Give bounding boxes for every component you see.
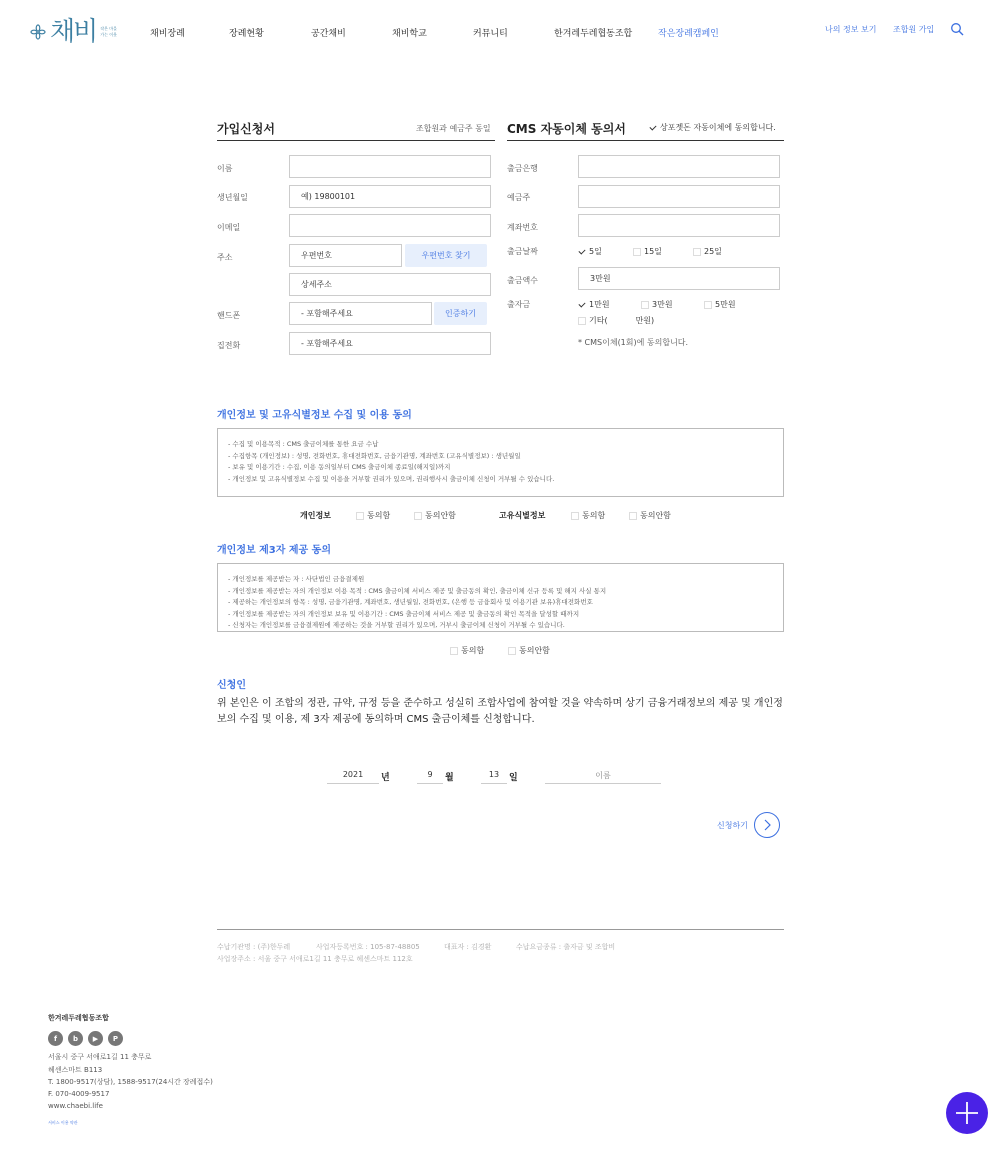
other-amount-input[interactable]	[608, 320, 636, 321]
plus-icon	[955, 1101, 979, 1125]
date-option-25[interactable]	[693, 246, 722, 257]
date-option-label: 5일	[589, 247, 602, 256]
account-input[interactable]	[578, 214, 780, 237]
unique-disagree-checkbox[interactable]	[629, 510, 671, 521]
checkbox-icon	[578, 317, 586, 325]
third-party-line: - 개인정보를 제공받는 자의 개인정보 보유 및 이용기간 : CMS 출금이체 서비스 제공 및 출금동의 확인 목적을 달성할 때까지	[228, 609, 580, 618]
flower-logo-icon	[30, 24, 46, 40]
footer-tel: T. 1800-9517(상담), 1588-9517(24시간 장례접수)	[48, 1078, 213, 1086]
privacy-line: - 보유 및 이용기간 : 수집, 이용 동의일부터 CMS 출금이체 종료일(해지일)까지	[228, 463, 451, 471]
reg-no-info: 사업자등록번호 : 105-87-48805	[316, 943, 420, 951]
name-input[interactable]	[289, 155, 491, 178]
logo-text: 채비	[50, 17, 97, 47]
mobile-label: 핸드폰	[217, 311, 241, 320]
personal-info-label: 개인정보	[300, 511, 331, 520]
year-unit: 년	[381, 773, 390, 783]
contribution-option-other[interactable]	[578, 315, 654, 326]
business-divider	[217, 929, 784, 930]
footer-address-2: 헤센스마트 B113	[48, 1066, 103, 1074]
check-icon	[578, 248, 586, 256]
date-option-5[interactable]	[578, 246, 602, 257]
bank-label: 출금은행	[507, 164, 538, 173]
home-phone-label: 집전화	[217, 341, 241, 350]
applicant-statement: 위 본인은 이 조합의 정관, 규약, 규정 등을 준수하고 성실히 조합사업에 참여할 것을 약속하며 상기 금융거래정보의 제공 및 개인정보의 수집 및 이용, 제 3자 제공에 동의하며 CMS 출금이체를 신청합니다.	[217, 698, 783, 725]
day-unit: 일	[509, 773, 518, 783]
unique-agree-checkbox[interactable]	[571, 510, 605, 521]
nav-item-funeral[interactable]: 채비장례	[150, 29, 185, 39]
submit-button[interactable]	[717, 812, 780, 838]
name-label: 이름	[217, 164, 233, 173]
arrow-right-icon	[754, 812, 780, 838]
join-link[interactable]: 조합원 가입	[893, 25, 935, 34]
find-zipcode-button[interactable]: 우편번호 찾기	[405, 244, 487, 267]
logo[interactable]	[30, 18, 118, 46]
submit-label: 신청하기	[717, 820, 748, 830]
youtube-icon[interactable]: ▶	[88, 1031, 103, 1046]
agree-label: 동의함	[582, 511, 606, 520]
privacy-line: - 개인정보 및 고유식별정보 수집 및 이용을 거부할 권리가 있으며, 권리행사시 출금이체 신청이 거부될 수 있습니다.	[228, 474, 555, 483]
month-unit: 월	[445, 773, 454, 783]
agree-label: 동의함	[461, 646, 485, 655]
date-option-label: 15일	[644, 247, 662, 256]
contribution-option-label: 5만원	[715, 300, 736, 309]
third-party-title: 개인정보 제3자 제공 동의	[217, 545, 332, 556]
address-label: 주소	[217, 253, 233, 262]
checkbox-icon	[508, 647, 516, 655]
cms-agree-checkbox[interactable]	[649, 122, 776, 133]
fee-type-info: 수납요금종류 : 출자금 및 조합비	[516, 943, 616, 951]
other-suffix: 만원)	[635, 316, 655, 325]
amount-label: 출금액수	[507, 276, 538, 285]
nav-item-school[interactable]: 채비학교	[392, 29, 427, 39]
checkbox-icon	[641, 301, 649, 309]
disagree-label: 동의안함	[519, 646, 550, 655]
email-input[interactable]	[289, 214, 491, 237]
floating-plus-button[interactable]	[946, 1092, 988, 1134]
withdraw-date-label: 출금날짜	[507, 247, 538, 256]
site-header	[0, 0, 1000, 64]
same-holder-note: 조합원과 예금주 동일	[416, 124, 491, 133]
ceo-info: 대표자 : 김경환	[444, 943, 492, 951]
birth-input[interactable]: 예) 19800101	[289, 185, 491, 208]
contribution-label: 출자금	[507, 300, 531, 309]
third-party-terms-box[interactable]	[217, 563, 784, 632]
search-icon[interactable]	[950, 22, 964, 36]
disagree-label: 동의안함	[425, 511, 456, 520]
business-address: 사업장주소 : 서울 중구 서애로1길 11 충무로 헤센스마트 112호	[217, 955, 413, 963]
cms-title: CMS 자동이체 동의서	[507, 122, 626, 136]
third-party-disagree-checkbox[interactable]	[508, 645, 550, 656]
nav-item-space[interactable]: 공간채비	[311, 29, 346, 39]
third-party-line: - 제공하는 개인정보의 항목 : 성명, 금융기관명, 계좌번호, 생년월일, 전화번호, (은행 등 금융회사 및 이용기관 보유)휴대전화번호	[228, 598, 593, 606]
personal-disagree-checkbox[interactable]	[414, 510, 456, 521]
disagree-label: 동의안함	[640, 511, 671, 520]
checkbox-icon	[693, 248, 701, 256]
bank-input[interactable]	[578, 155, 780, 178]
cms-divider	[507, 140, 784, 141]
privacy-terms-box[interactable]	[217, 428, 784, 497]
applicant-title: 신청인	[217, 680, 246, 691]
home-phone-input[interactable]: - 포함해주세요	[289, 332, 491, 355]
year-input[interactable]: 2021	[327, 770, 379, 784]
account-label: 계좌번호	[507, 223, 538, 232]
terms-link[interactable]: 서비스 이용 약관	[48, 1120, 78, 1125]
third-party-line: - 개인정보를 제공받는 자의 개인정보 이용 목적 : CMS 출금이체 서비스 제공 및 출금동의 확인, 출금이체 신규 등록 및 해지 사실 통지	[228, 586, 607, 595]
date-option-15[interactable]	[633, 246, 662, 257]
cms-once-note: * CMS이체(1회)에 동의합니다.	[578, 338, 689, 347]
footer-website[interactable]: www.chaebi.life	[48, 1102, 103, 1110]
verify-button[interactable]: 인증하기	[434, 302, 487, 325]
signature-name-input[interactable]: 이름	[545, 770, 661, 784]
agree-label: 동의함	[367, 511, 391, 520]
nav-item-status[interactable]: 장례현황	[229, 29, 264, 39]
collector-info: 수납기관명 : (주)한두레	[217, 943, 291, 951]
sns-links	[48, 1031, 123, 1046]
contribution-option-label: 1만원	[589, 300, 610, 309]
footer-fax: F. 070-4009-9517	[48, 1090, 110, 1098]
contribution-option-label: 3만원	[652, 300, 673, 309]
blog-icon[interactable]: b	[68, 1031, 83, 1046]
unique-id-label: 고유식별정보	[499, 511, 546, 520]
mobile-input[interactable]: - 포함해주세요	[289, 302, 432, 325]
my-info-link[interactable]: 나의 정보 보기	[825, 25, 877, 34]
birth-label: 생년월일	[217, 193, 248, 202]
holder-input[interactable]	[578, 185, 780, 208]
nav-item-community[interactable]: 커뮤니티	[473, 29, 508, 39]
day-input[interactable]: 13	[481, 770, 507, 784]
checkbox-icon	[356, 512, 364, 520]
logo-subtitle: 작은 마을가는 이웃	[100, 26, 117, 37]
application-title: 가입신청서	[217, 122, 275, 136]
checkbox-icon	[704, 301, 712, 309]
privacy-title: 개인정보 및 고유식별정보 수집 및 이용 동의	[217, 410, 412, 421]
post-icon[interactable]: P	[108, 1031, 123, 1046]
footer-address-1: 서울시 중구 서애로1길 11 충무로	[48, 1053, 152, 1061]
third-party-agree-checkbox[interactable]	[450, 645, 484, 656]
contribution-option-1[interactable]	[578, 299, 610, 310]
checkbox-icon	[629, 512, 637, 520]
check-icon	[649, 124, 657, 132]
checkbox-icon	[571, 512, 579, 520]
nav-item-campaign[interactable]: 작은장례캠페인	[658, 29, 719, 39]
other-prefix: 기타(	[589, 316, 608, 325]
check-icon	[578, 301, 586, 309]
holder-label: 예금주	[507, 193, 531, 202]
application-divider	[217, 140, 495, 141]
checkbox-icon	[633, 248, 641, 256]
contribution-option-5[interactable]	[704, 299, 736, 310]
checkbox-icon	[450, 647, 458, 655]
checkbox-icon	[414, 512, 422, 520]
zipcode-input[interactable]: 우편번호	[289, 244, 402, 267]
cms-agree-label: 상포젯돈 자동이체에 동의합니다.	[660, 123, 776, 132]
third-party-line: - 개인정보를 제공받는 자 : 사단법인 금융결제원	[228, 575, 365, 583]
facebook-icon[interactable]: f	[48, 1031, 63, 1046]
amount-input[interactable]: 3만원	[578, 267, 780, 290]
date-option-label: 25일	[704, 247, 722, 256]
email-label: 이메일	[217, 223, 241, 232]
detail-address-input[interactable]: 상세주소	[289, 273, 491, 296]
privacy-line: - 수집 및 이용목적 : CMS 출금이체를 통한 요금 수납	[228, 440, 379, 448]
personal-agree-checkbox[interactable]	[356, 510, 390, 521]
contribution-option-3[interactable]	[641, 299, 673, 310]
privacy-line: - 수집항목 (개인정보) : 성명, 전화번호, 휴대전화번호, 금융기관명, 계좌번호 (고유식별정보) : 생년월일	[228, 451, 521, 460]
third-party-line: - 신청자는 개인정보를 금융결제원에 제공하는 것을 거부할 권리가 있으며, 거부시 출금이체 신청이 거부될 수 있습니다.	[228, 621, 565, 629]
footer-org-name: 한겨레두레협동조합	[48, 1014, 109, 1022]
month-input[interactable]: 9	[417, 770, 443, 784]
nav-item-cooperative[interactable]: 한겨레두레협동조합	[554, 29, 633, 39]
